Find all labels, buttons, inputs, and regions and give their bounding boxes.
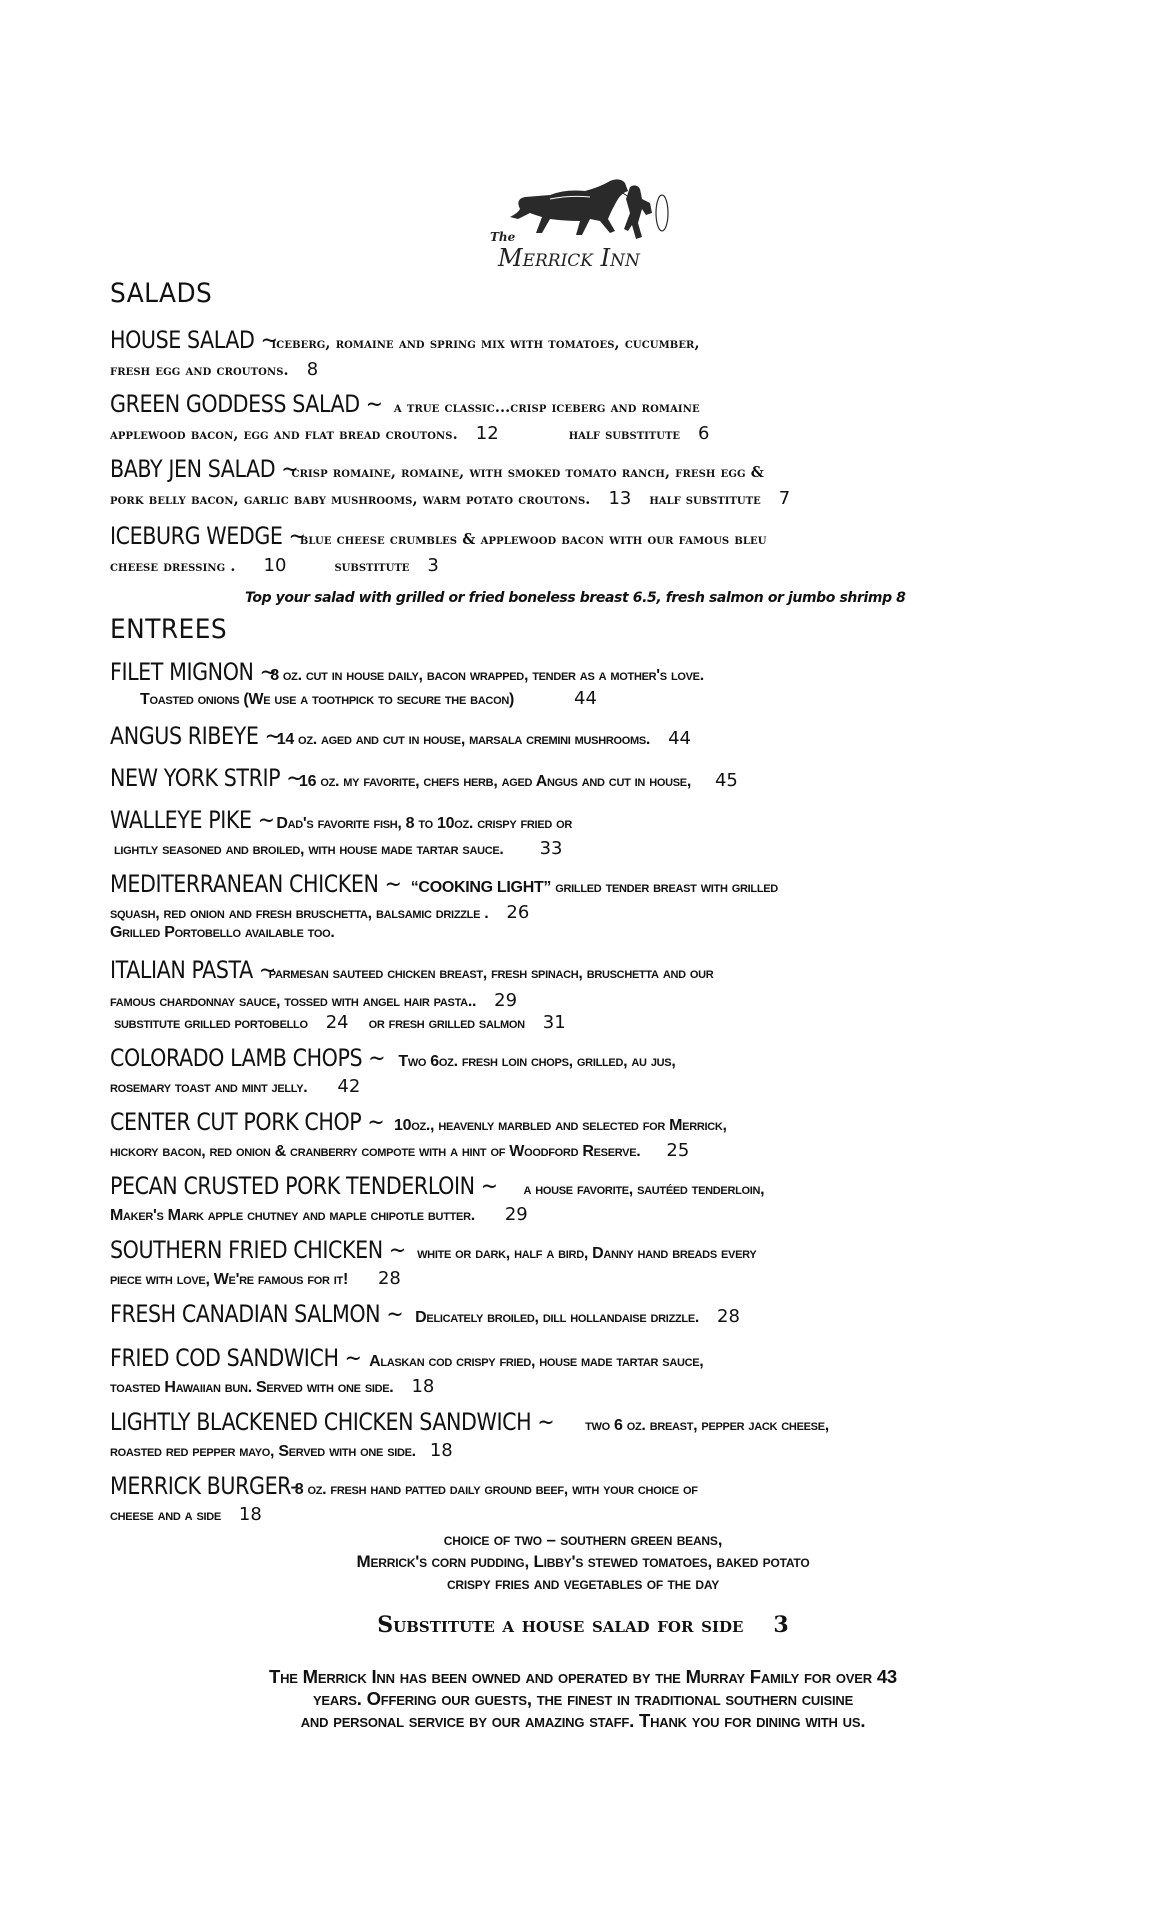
item-desc: famous chardonnay sauce, tossed with angel hair pasta.. [110, 993, 477, 1010]
entrees-heading: ENTREES [110, 614, 228, 645]
item-desc: pork belly bacon, garlic baby mushrooms, warm potato croutons. [110, 491, 591, 508]
item-name: FILET MIGNON ~ [110, 658, 277, 686]
item-desc: squash, red onion and fresh bruschetta, balsamic drizzle . [110, 905, 489, 922]
item-name: PECAN CRUSTED PORK TENDERLOIN ~ [110, 1172, 498, 1200]
item-price: 44 [668, 728, 691, 749]
item-name: NEW YORK STRIP ~ [110, 764, 304, 792]
substitute-price: 7 [778, 488, 791, 509]
item-price: 18 [429, 1440, 453, 1461]
item-price: 45 [714, 770, 738, 791]
item-desc: Dad's favorite fish, 8 to 10oz. crispy fried or [276, 815, 573, 832]
item-name: ITALIAN PASTA ~ [110, 956, 276, 984]
item-name: CENTER CUT PORK CHOP ~ [110, 1108, 385, 1136]
item-desc: two 6 oz. breast, pepper jack cheese, [585, 1417, 829, 1434]
substitute-price: 31 [542, 1012, 566, 1033]
substitute-price: 3 [427, 555, 439, 576]
substitute-label: substitute [334, 558, 410, 575]
item-name: FRESH CANADIAN SALMON ~ [110, 1300, 404, 1328]
logo-the-text: The [490, 230, 516, 244]
substitute-label: substitute grilled portobello [114, 1015, 308, 1032]
item-desc: Two 6oz. fresh loin chops, grilled, au jus, [398, 1053, 676, 1070]
substitute-label: half substitute [649, 491, 761, 508]
footer-line-2: years. Offering our guests, the finest in traditional southern cuisine [312, 1688, 854, 1709]
sides-line-2: Merrick's corn pudding, Libby's stewed tomatoes, baked potato [356, 1552, 810, 1571]
footer-line-1: The Merrick Inn has been owned and operated by the Murray Family for over 43 [268, 1666, 897, 1687]
item-desc: 8 oz. cut in house daily, bacon wrapped, tender as a mother's love. [270, 667, 704, 684]
item-desc: “COOKING LIGHT” grilled tender breast with grilled [410, 879, 778, 896]
item-name: MEDITERRANEAN CHICKEN ~ [110, 870, 402, 898]
substitute-label: half substitute [568, 426, 681, 443]
salad-topping-note: Top your salad with grilled or fried boneless breast 6.5, fresh salmon or jumbo shrimp 8 [245, 590, 906, 606]
item-price: 29 [494, 990, 518, 1011]
item-name: LIGHTLY BLACKENED CHICKEN SANDWICH ~ [110, 1408, 555, 1436]
item-desc: iceberg, romaine and spring mix with tomatoes, cucumber, [271, 335, 700, 352]
item-price: 10 [263, 555, 287, 576]
substitute-label: or fresh grilled salmon [368, 1015, 525, 1032]
item-price: 28 [377, 1268, 401, 1289]
item-desc: 10oz., heavenly marbled and selected for Merrick, [394, 1117, 727, 1134]
item-price: 25 [666, 1140, 690, 1161]
item-name: MERRICK BURGER- [110, 1472, 298, 1500]
item-price: 26 [506, 902, 530, 923]
item-desc: cheese dressing . [110, 558, 236, 575]
item-desc: 8 oz. fresh hand patted daily ground beef, with your choice of [294, 1481, 698, 1498]
item-desc: crisp romaine, romaine, with smoked tomato ranch, fresh egg & [291, 464, 764, 481]
item-price: 33 [539, 838, 563, 859]
sides-line-1: choice of two – southern green beans, [443, 1530, 723, 1549]
item-name: WALLEYE PIKE ~ [110, 806, 275, 834]
item-price: 42 [337, 1076, 361, 1097]
item-price: 18 [238, 1504, 262, 1525]
item-name: ICEBURG WEDGE ~ [110, 522, 306, 550]
salads-heading: SALADS [110, 278, 213, 309]
item-price: 44 [574, 688, 597, 709]
item-desc: rosemary toast and mint jelly. [110, 1079, 308, 1096]
item-desc: Alaskan cod crispy fried, house made tartar sauce, [369, 1353, 704, 1370]
item-desc: a house favorite, sautéed tenderloin, [523, 1181, 765, 1198]
substitute-price: 24 [325, 1012, 349, 1033]
item-desc: parmesan sauteed chicken breast, fresh spinach, bruschetta and our [268, 965, 714, 982]
item-price: 18 [411, 1376, 435, 1397]
item-desc: Delicately broiled, dill hollandaise drizzle. [415, 1309, 700, 1326]
item-name: HOUSE SALAD ~ [110, 326, 278, 354]
item-desc: lightly seasoned and broiled, with house made tartar sauce. [114, 841, 504, 858]
substitute-label: Substitute a house salad for side [377, 1612, 744, 1638]
item-desc: 16 oz. my favorite, chefs herb, aged Angus and cut in house, [299, 773, 691, 790]
item-price: 29 [504, 1204, 528, 1225]
item-price: 12 [475, 423, 499, 444]
item-price: 28 [717, 1306, 740, 1327]
item-desc: hickory bacon, red onion & cranberry compote with a hint of Woodford Reserve. [110, 1143, 641, 1160]
item-desc: 14 oz. aged and cut in house, marsala cremini mushrooms. [276, 731, 651, 748]
item-desc: piece with love, We're famous for it! [110, 1271, 348, 1288]
item-desc: a true classic...crisp iceberg and romaine [393, 399, 700, 416]
item-desc: cheese and a side [110, 1507, 221, 1524]
item-desc: Maker's Mark apple chutney and maple chipotle butter. [110, 1207, 475, 1224]
item-name: GREEN GODDESS SALAD ~ [110, 390, 383, 418]
item-name: COLORADO LAMB CHOPS ~ [110, 1044, 386, 1072]
item-price: 8 [306, 359, 319, 380]
item-desc: applewood bacon, egg and flat bread croutons. [110, 426, 458, 443]
substitute-house-salad [0, 1612, 1166, 1638]
item-desc: roasted red pepper mayo, Served with one side. [110, 1443, 416, 1460]
item-desc: Toasted onions (We use a toothpick to secure the bacon) [140, 691, 514, 708]
item-name: BABY JEN SALAD ~ [110, 455, 299, 483]
item-price: 13 [608, 488, 632, 509]
sides-line-3: crispy fries and vegetables of the day [446, 1574, 720, 1593]
logo-name-text: Merrick Inn [498, 244, 640, 272]
substitute-price: 3 [773, 1612, 789, 1638]
merrick-inn-logo [490, 148, 690, 280]
item-name: SOUTHERN FRIED CHICKEN ~ [110, 1236, 406, 1264]
item-desc: fresh egg and croutons. [110, 362, 289, 379]
item-desc: blue cheese crumbles & applewood bacon with our famous bleu [299, 531, 767, 548]
item-desc: toasted Hawaiian bun. Served with one side. [110, 1379, 394, 1396]
footer-line-3: and personal service by our amazing staff. Thank you for dining with us. [300, 1710, 866, 1731]
substitute-price: 6 [698, 423, 710, 444]
item-name: FRIED COD SANDWICH ~ [110, 1344, 362, 1372]
item-name: ANGUS RIBEYE ~ [110, 722, 282, 750]
item-desc: Grilled Portobello available too. [110, 924, 335, 941]
item-desc: white or dark, half a bird, Danny hand breads every [417, 1245, 757, 1262]
